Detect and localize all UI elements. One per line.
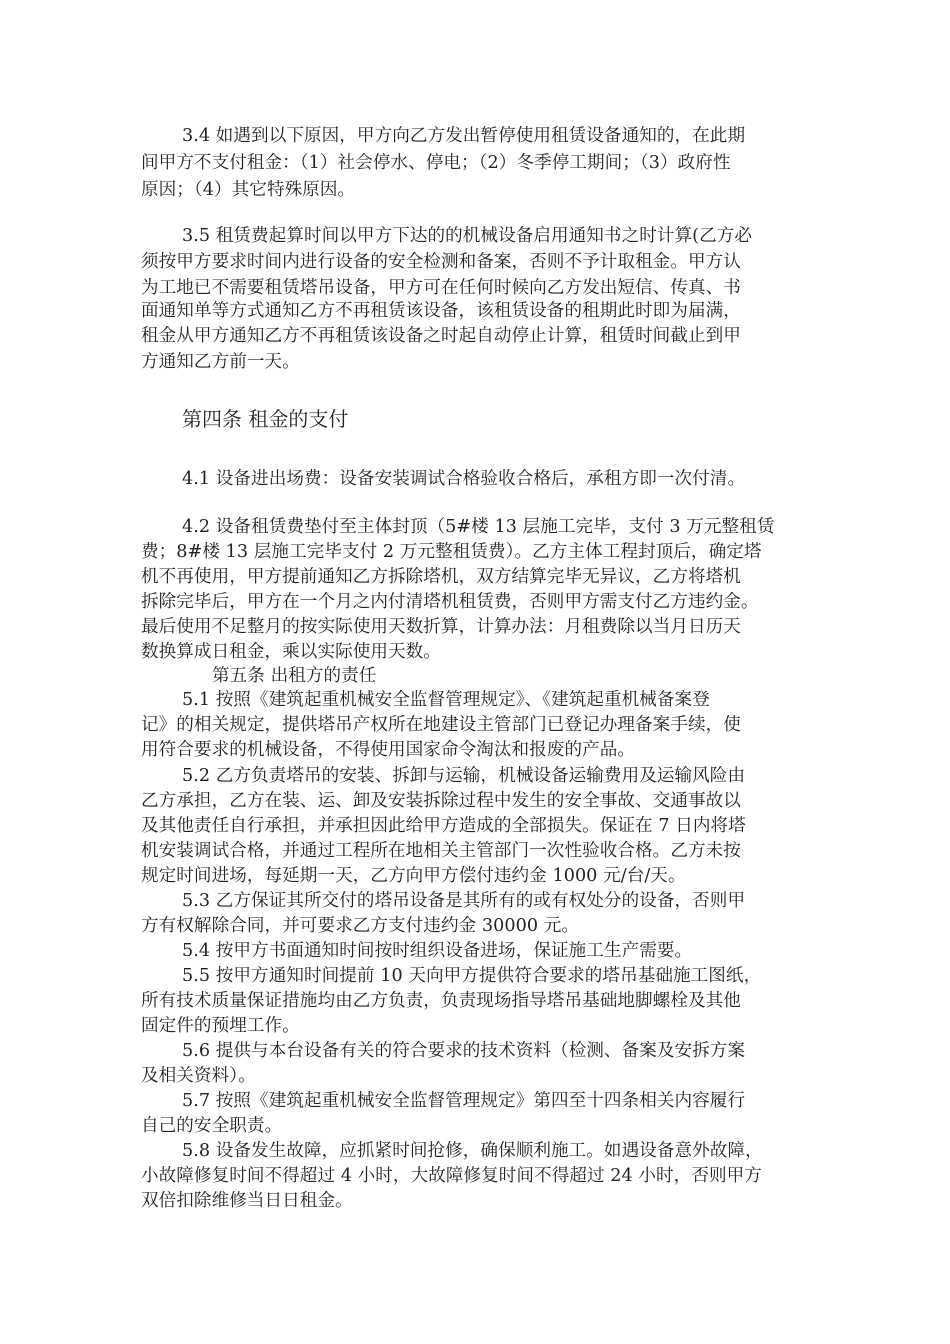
- paragraph-3-5-line-1: 3.5 租赁费起算时间以甲方下达的的机械设备启用通知书之时计算(乙方必: [182, 226, 753, 246]
- paragraph-5-5-line-3: 固定件的预埋工作。: [141, 1016, 300, 1036]
- paragraph-5-5-line-1: 5.5 按甲方通知时间提前 10 天向甲方提供符合要求的塔吊基础施工图纸，: [182, 966, 762, 986]
- paragraph-4-2-line-6: 数换算成日租金，乘以实际使用天数。: [141, 642, 441, 662]
- paragraph-5-1-line-1: 5.1 按照《建筑起重机械安全监督管理规定》、《建筑起重机械备案登: [182, 690, 710, 710]
- paragraph-5-2-line-2: 乙方承担，乙方在装、运、卸及安装拆除过程中发生的安全事故、交通事故以: [141, 791, 741, 811]
- paragraph-5-3-line-1: 5.3 乙方保证其所交付的塔吊设备是其所有的或有权处分的设备，否则甲: [182, 891, 746, 911]
- paragraph-5-3-line-2: 方有权解除合同，并可要求乙方支付违约金 30000 元。: [141, 916, 580, 936]
- paragraph-5-4-line-1: 5.4 按甲方书面通知时间按时组织设备进场，保证施工生产需要。: [182, 941, 693, 961]
- paragraph-4-2-line-3: 机不再使用，甲方提前通知乙方拆除塔机，双方结算完毕无异议，乙方将塔机: [141, 567, 741, 587]
- paragraph-5-5-line-2: 所有技术质量保证措施均由乙方负责，负责现场指导塔吊基础地脚螺栓及其他: [141, 991, 741, 1011]
- paragraph-3-5-line-6: 方通知乙方前一天。: [141, 352, 300, 372]
- paragraph-5-8-line-3: 双倍扣除维修当日日租金。: [141, 1191, 353, 1211]
- paragraph-5-7-line-2: 自己的安全职责。: [141, 1116, 283, 1136]
- paragraph-4-2-line-4: 拆除完毕后，甲方在一个月之内付清塔机租赁费，否则甲方需支付乙方违约金。: [141, 592, 759, 612]
- paragraph-4-2-line-1: 4.2 设备租赁费垫付至主体封顶（5#楼 13 层施工完毕，支付 3 万元整租赁: [182, 517, 775, 537]
- paragraph-3-4-line-1: 3.4 如遇到以下原因，甲方向乙方发出暂停使用租赁设备通知的，在此期: [182, 126, 746, 146]
- paragraph-5-1-line-2: 记》的相关规定，提供塔吊产权所在地建设主管部门已登记办理备案手续，使: [141, 715, 741, 735]
- paragraph-5-6-line-1: 5.6 提供与本台设备有关的符合要求的技术资料（检测、备案及安拆方案: [182, 1041, 746, 1061]
- paragraph-5-7-line-1: 5.7 按照《建筑起重机械安全监督管理规定》第四至十四条相关内容履行: [182, 1091, 746, 1111]
- paragraph-4-1-line-1: 4.1 设备进出场费：设备安装调试合格验收合格后，承租方即一次付清。: [182, 469, 746, 489]
- paragraph-4-2-line-5: 最后使用不足整月的按实际使用天数折算，计算办法：月租费除以当月日历天: [141, 617, 741, 637]
- paragraph-5-1-line-3: 用符合要求的机械设备，不得使用国家命令淘汰和报废的产品。: [141, 740, 636, 760]
- section-heading-5: 第五条 出租方的责任: [212, 666, 377, 686]
- paragraph-3-4-line-3: 原因；（4）其它特殊原因。: [141, 180, 356, 200]
- paragraph-5-2-line-4: 机安装调试合格，并通过工程所在地相关主管部门一次性验收合格。乙方未按: [141, 841, 741, 861]
- paragraph-3-4-line-2: 间甲方不支付租金：（1）社会停水、停电；（2）冬季停工期间；（3）政府性: [141, 153, 731, 173]
- paragraph-5-8-line-2: 小故障修复时间不得超过 4 小时，大故障修复时间不得超过 24 小时，否则甲方: [141, 1166, 762, 1186]
- paragraph-3-5-line-4: 面通知单等方式通知乙方不再租赁该设备，该租赁设备的租期此时即为届满，: [141, 301, 741, 321]
- paragraph-3-5-line-2: 须按甲方要求时间内进行设备的安全检测和备案，否则不予计取租金。甲方认: [141, 252, 741, 272]
- section-heading-4: 第四条 租金的支付: [182, 407, 349, 431]
- paragraph-4-2-line-2: 费；8#楼 13 层施工完毕支付 2 万元整租赁费）。乙方主体工程封顶后，确定塔: [141, 542, 762, 562]
- paragraph-5-2-line-3: 及其他责任自行承担，并承担因此给甲方造成的全部损失。保证在 7 日内将塔: [141, 816, 746, 836]
- paragraph-5-6-line-2: 及相关资料）。: [141, 1066, 256, 1086]
- paragraph-5-2-line-5: 规定时间进场，每延期一天，乙方向甲方偿付违约金 1000 元/台/天。: [141, 866, 686, 886]
- paragraph-5-2-line-1: 5.2 乙方负责塔吊的安装、拆卸与运输，机械设备运输费用及运输风险由: [182, 766, 746, 786]
- paragraph-3-5-line-5: 租金从甲方通知乙方不再租赁该设备之时起自动停止计算，租赁时间截止到甲: [141, 326, 741, 346]
- paragraph-3-5-line-3: 为工地已不需要租赁塔吊设备，甲方可在任何时候向乙方发出短信、传真、书: [141, 278, 741, 298]
- paragraph-5-8-line-1: 5.8 设备发生故障，应抓紧时间抢修，确保顺利施工。如遇设备意外故障，: [182, 1141, 763, 1161]
